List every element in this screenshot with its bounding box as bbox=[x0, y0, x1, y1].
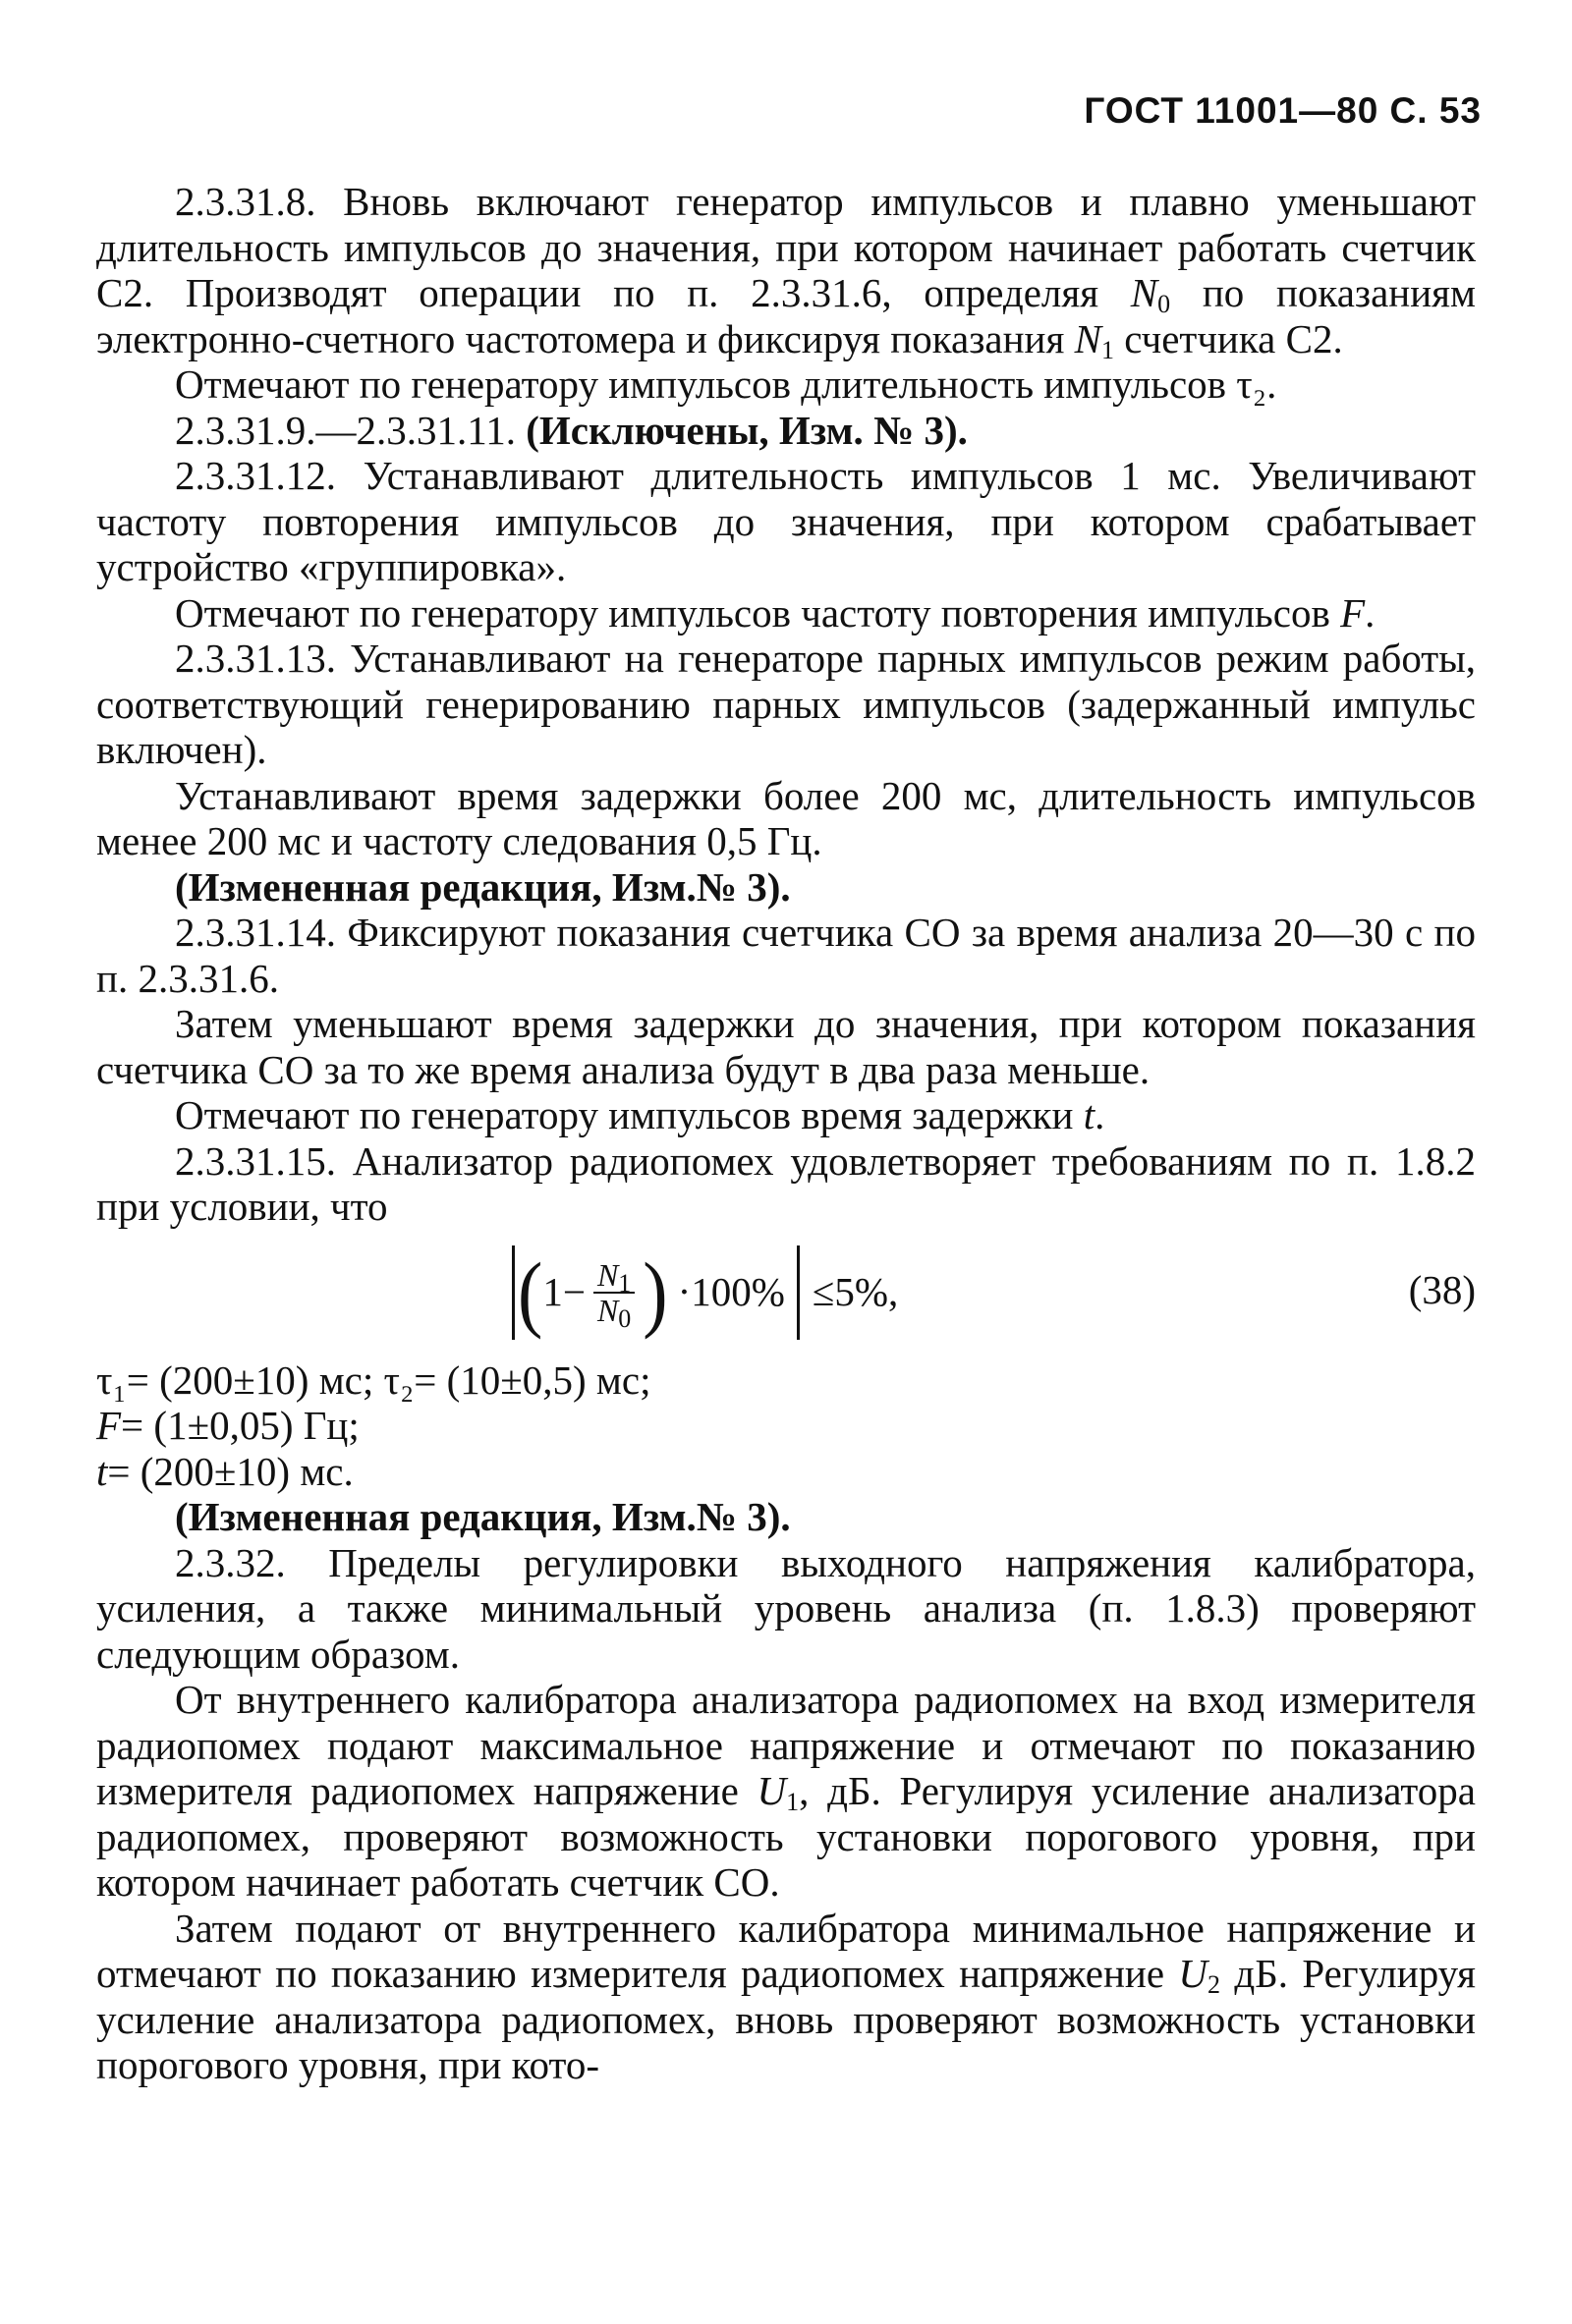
clause-number: 2.3.31.8. bbox=[175, 179, 316, 224]
subscript: 0 bbox=[618, 1303, 632, 1333]
fraction bbox=[593, 1256, 635, 1333]
page-header: ГОСТ 11001—80 С. 53 bbox=[1084, 90, 1482, 131]
equation-number: (38) bbox=[1408, 1266, 1476, 1312]
amendment-note: (Измененная редакция, Изм.№ 3). bbox=[175, 863, 791, 910]
paragraph-text: Затем уменьшают время задержки до значения, при котором показания счетчика СО за то же время анализа будут в два раза меньше. bbox=[96, 1001, 1476, 1092]
condition-text: = (200±10) мс. bbox=[107, 1448, 354, 1494]
paragraph-text: Вновь включают генератор импульсов и плавно уменьшают длительность импульсов до значения, при котором начинает работать счетчик С2. Производят операции по п. 2.3.31.6, определяя bbox=[96, 179, 1476, 315]
paragraph-text: Анализатор радиопомех удовлетворяет требованиям по п. 1.8.2 при условии, что bbox=[96, 1137, 1476, 1229]
paragraph-text: по показаниям электронно-счетного частотомера и фиксируя показания bbox=[96, 270, 1476, 361]
clause-number: 2.3.31.13. bbox=[175, 636, 336, 681]
condition-frequency bbox=[96, 1403, 1476, 1449]
paragraph-text: Устанавливают длительность импульсов 1 мс. Увеличивают частоту повторения импульсов до значения, при котором срабатывает устройство «группировка». bbox=[96, 453, 1476, 589]
clause-number: 2.3.31.12. bbox=[175, 453, 336, 498]
subscript: 1 bbox=[618, 1268, 632, 1298]
paragraph-text: Затем подают от внутреннего калибратора минимальное напряжение и отмечают по показанию измерителя радиопомех напряжение bbox=[96, 1905, 1476, 1996]
abs-bar-left bbox=[512, 1245, 515, 1340]
clause-number: 2.3.32. bbox=[175, 1539, 286, 1585]
subscript: 0 bbox=[1157, 290, 1171, 318]
condition-text: = (1±0,05) Гц; bbox=[121, 1403, 360, 1448]
paren-right: ) bbox=[643, 1245, 668, 1340]
paragraph-text: Отмечают по генератору импульсов время задержки bbox=[175, 1092, 1084, 1137]
paragraph-text: счетчика С2. bbox=[1113, 315, 1343, 361]
paragraph-2-3-31-12 bbox=[96, 453, 1476, 590]
formula-one-minus: 1− bbox=[542, 1269, 586, 1315]
document-body bbox=[96, 179, 1476, 2088]
variable-t: t bbox=[96, 1448, 108, 1494]
paragraph-text: Фиксируют показания счетчика СО за время анализа 20—30 с по п. 2.3.31.6. bbox=[96, 910, 1476, 1001]
paragraph-2-3-31-15 bbox=[96, 1138, 1476, 1230]
paragraph-text: От внутреннего калибратора анализатора радиопомех на вход измерителя радиопомех подают максимальное напряжение и отмечают по показанию измерителя радиопомех напряжение bbox=[96, 1677, 1476, 1813]
paragraph-2-3-31-13 bbox=[96, 636, 1476, 773]
paragraph-text: Устанавливают на генераторе парных импульсов режим работы, соответствующий генерированию парных импульсов (задержанный импульс включен). bbox=[96, 636, 1476, 772]
clause-number: 2.3.31.14. bbox=[175, 910, 336, 955]
paragraph-text: дБ. Регулируя усиление анализатора радиопомех, вновь проверяют возможность установки порогового уровня, при кото- bbox=[96, 1951, 1477, 2087]
subscript: 2 bbox=[1207, 1970, 1221, 1999]
paragraph-2-3-31-8 bbox=[96, 179, 1476, 364]
formula-comparison: ≤5%, bbox=[812, 1269, 899, 1315]
punctuation: . bbox=[1365, 589, 1376, 636]
paragraph-2-3-31-9-11 bbox=[96, 408, 1476, 454]
amendment-note: (Измененная редакция, Изм.№ 3). bbox=[175, 1494, 791, 1539]
variable-n: N bbox=[596, 1292, 619, 1328]
condition-tau: τ₁= (200±10) мс; τ₂= (10±0,5) мс; bbox=[96, 1356, 651, 1403]
paragraph-2-3-31-14 bbox=[96, 910, 1476, 1001]
variable-n: N bbox=[1130, 270, 1158, 315]
paragraph-amendment-2 bbox=[96, 1494, 1476, 1540]
paragraph-amendment-1 bbox=[96, 864, 1476, 911]
variable-u: U bbox=[1178, 1951, 1208, 1996]
condition-delay bbox=[96, 1449, 1476, 1495]
fraction-denominator bbox=[593, 1292, 635, 1333]
amendment-note: (Исключены, Изм. № 3). bbox=[526, 407, 968, 453]
variable-n: N bbox=[596, 1256, 619, 1293]
paragraph-delay-setting bbox=[96, 773, 1476, 864]
paragraph-note-delay bbox=[96, 1092, 1476, 1138]
paragraph-reduce-delay bbox=[96, 1001, 1476, 1092]
punctuation: . bbox=[1095, 1092, 1105, 1137]
variable-f: F bbox=[1340, 589, 1366, 636]
clause-number: 2.3.31.15. bbox=[175, 1137, 336, 1184]
subscript: 1 bbox=[786, 1788, 800, 1816]
variable-t: t bbox=[1083, 1092, 1095, 1137]
paren-left: ( bbox=[518, 1245, 543, 1340]
paragraph-min-voltage bbox=[96, 1906, 1476, 2088]
fraction-numerator bbox=[593, 1256, 635, 1298]
paragraph-max-voltage bbox=[96, 1677, 1476, 1906]
paragraph-note-frequency bbox=[96, 590, 1476, 636]
paragraph-text: Отмечают по генератору импульсов длительность импульсов τ₂. bbox=[175, 361, 1277, 407]
subscript: 1 bbox=[1100, 335, 1114, 364]
variable-f: F bbox=[96, 1403, 122, 1448]
paragraph-note-tau2 bbox=[96, 361, 1476, 408]
paragraph-text: Устанавливают время задержки более 200 мс, длительность импульсов менее 200 мс и частоту следования 0,5 Гц. bbox=[96, 772, 1476, 863]
paragraph-text: Пределы регулировки выходного напряжения калибратора, усиления, а также минимальный уровень анализа (п. 1.8.3) проверяют следующим образом. bbox=[96, 1539, 1476, 1677]
formula-expression bbox=[509, 1245, 898, 1340]
paragraph-text: , дБ. Регулируя усиление анализатора радиопомех, проверяют возможность установки порогового уровня, при котором начинает работать счетчик СО. bbox=[96, 1768, 1476, 1905]
paragraph-text: Отмечают по генератору импульсов частоту повторения импульсов bbox=[175, 589, 1341, 636]
formula-38 bbox=[96, 1236, 1476, 1354]
paragraph-2-3-32 bbox=[96, 1540, 1476, 1678]
variable-u: U bbox=[757, 1768, 787, 1813]
clause-number: 2.3.31.9.—2.3.31.11. bbox=[175, 407, 516, 453]
abs-bar-right bbox=[797, 1245, 800, 1340]
variable-n: N bbox=[1074, 315, 1101, 361]
formula-percent: ·100% bbox=[677, 1269, 785, 1315]
